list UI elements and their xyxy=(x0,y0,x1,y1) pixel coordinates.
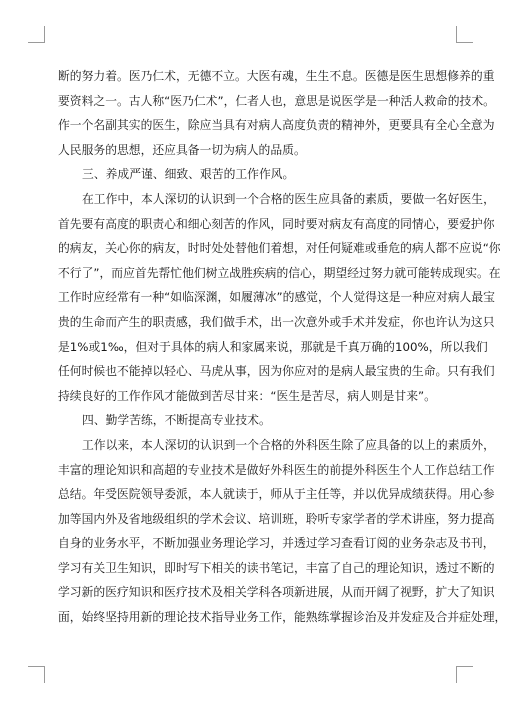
text-line: 人民服务的思想，还应具备一切为病人的品质。 xyxy=(58,142,306,157)
text-line: 持续良好的工作作风才能做到苦尽甘来：“医生是苦尽，病人则是甘来”。 xyxy=(58,388,436,403)
text-line: 作一个名副其实的医生，除应当具有对病人高度负责的精神外，更要具有全心全意为 xyxy=(58,118,495,133)
crop-mark-top-left xyxy=(28,26,45,43)
text-line: 三、养成严谨、细致、艰苦的工作作风。 xyxy=(82,167,295,182)
text-line: 是1%或1‰，但对于具体的病人和家属来说，那就是千真万确的100%，所以我们 xyxy=(58,339,488,354)
text-line: 首先要有高度的职责心和细心刻苦的作风，同时要对病友有高度的同情心，要爱护你 xyxy=(58,216,495,231)
text-line: 的病友，关心你的病友，时时处处替他们着想，对任何疑难或垂危的病人都不应说“你 xyxy=(58,241,501,256)
text-line: 加等国内外及省地级组织的学术会议、培训班，聆听专家学者的学术讲座，努力提高 xyxy=(58,511,495,526)
text-line: 总结。年受医院领导委派，本人就读于，师从于主任等，并以优异成绩获得。用心参 xyxy=(58,487,495,502)
text-line: 任何时候也不能掉以轻心、马虎从事，因为你应对的是病人最宝贵的生命。只有我们 xyxy=(58,364,495,379)
text-line: 工作以来，本人深切的认识到一个合格的外科医生除了应具备的以上的素质外， xyxy=(82,437,495,452)
text-line: 断的努力着。医乃仁术，无德不立。大医有魂，生生不息。医德是医生思想修养的重 xyxy=(58,69,495,83)
crop-mark-top-right xyxy=(456,26,473,43)
crop-mark-bottom-right xyxy=(456,666,473,683)
text-line: 学习新的医疗知识和医疗技术及相关学科各项新进展，从而开阔了视野，扩大了知识 xyxy=(58,585,495,600)
text-line: 四、勤学苦练，不断提高专业技术。 xyxy=(82,413,271,428)
text-line: 自身的业务水平，不断加强业务理论学习，并透过学习查看订阅的业务杂志及书刊， xyxy=(58,536,495,551)
text-line: 要资料之一。古人称“医乃仁术”，仁者人也，意思是说医学是一种活人救命的技术。 xyxy=(58,93,495,108)
text-line: 丰富的理论知识和高超的专业技术是做好外科医生的前提外科医生个人工作总结工作 xyxy=(58,462,495,477)
text-line: 在工作中，本人深切的认识到一个合格的医生应具备的素质，要做一名好医生， xyxy=(82,191,495,206)
text-line: 工作时应经常有一种“如临深渊，如履薄冰”的感觉，个人觉得这是一种应对病人最宝 xyxy=(58,290,495,305)
crop-mark-bottom-left xyxy=(28,666,45,683)
text-line: 贵的生命而产生的职责感，我们做手术，出一次意外或手术并发症，你也许认为这只 xyxy=(58,314,495,329)
document-body xyxy=(58,64,506,630)
text-line: 面，始终坚持用新的理论技术指导业务工作，能熟练掌握诊治及并发症及合并症处理， xyxy=(58,610,506,625)
text-line: 不行了”，而应首先帮忙他们树立战胜疾病的信心，期望经过努力就可能转成现实。在 xyxy=(58,265,501,280)
text-line: 学习有关卫生知识，即时写下相关的读书笔记，丰富了自己的理论知识，透过不断的 xyxy=(58,560,495,575)
